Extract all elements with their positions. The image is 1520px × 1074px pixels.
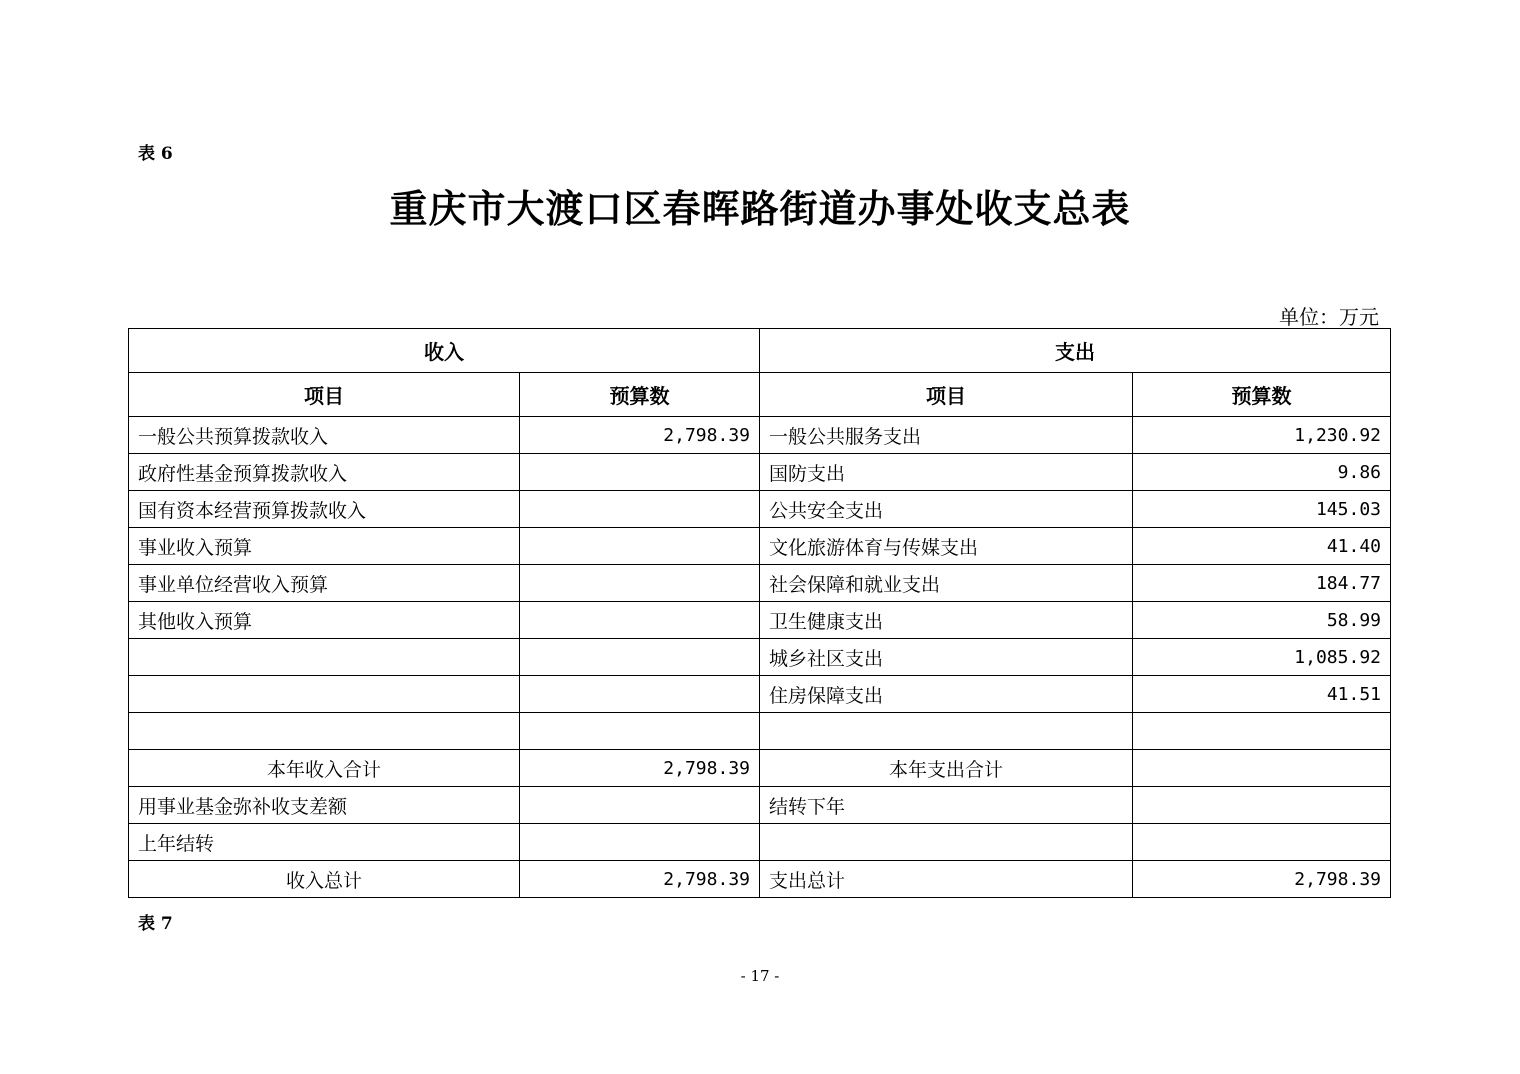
- section-header-row: [129, 329, 1391, 373]
- expense-item: 结转下年: [760, 787, 1133, 824]
- expense-total-label: 支出总计: [760, 861, 1133, 898]
- income-item: 其他收入预算: [129, 602, 520, 639]
- income-item: 政府性基金预算拨款收入: [129, 454, 520, 491]
- unit-label: 单位：万元: [1279, 305, 1379, 329]
- expense-subtotal-label: 本年支出合计: [760, 750, 1133, 787]
- expense-amount: 1,085.92: [1133, 639, 1391, 676]
- expense-item: 卫生健康支出: [760, 602, 1133, 639]
- expense-amount: 41.40: [1133, 528, 1391, 565]
- expense-item: [760, 824, 1133, 861]
- expense-amount: 41.51: [1133, 676, 1391, 713]
- subtotal-row: [129, 750, 1391, 787]
- income-amount: [520, 639, 760, 676]
- expense-section-header: 支出: [760, 329, 1391, 373]
- income-item: 上年结转: [129, 824, 520, 861]
- income-item: [129, 713, 520, 750]
- column-header-row: [129, 373, 1391, 417]
- income-amount: [520, 491, 760, 528]
- expense-amount: 184.77: [1133, 565, 1391, 602]
- income-item: 事业收入预算: [129, 528, 520, 565]
- expense-amount: [1133, 713, 1391, 750]
- table-row: [129, 602, 1391, 639]
- income-amount: [520, 528, 760, 565]
- income-budget-header: 预算数: [520, 373, 760, 417]
- table-row: [129, 491, 1391, 528]
- table-row: [129, 417, 1391, 454]
- income-total-amount: 2,798.39: [520, 861, 760, 898]
- expense-budget-header: 预算数: [1133, 373, 1391, 417]
- expense-amount: 1,230.92: [1133, 417, 1391, 454]
- expense-item-header: 项目: [760, 373, 1133, 417]
- income-section-header: 收入: [129, 329, 760, 373]
- income-item: [129, 639, 520, 676]
- expense-subtotal-amount: [1133, 750, 1391, 787]
- expense-amount: [1133, 787, 1391, 824]
- table-row: [129, 713, 1391, 750]
- income-subtotal-amount: 2,798.39: [520, 750, 760, 787]
- total-row: [129, 861, 1391, 898]
- income-item: 国有资本经营预算拨款收入: [129, 491, 520, 528]
- expense-item: 社会保障和就业支出: [760, 565, 1133, 602]
- expense-item: 城乡社区支出: [760, 639, 1133, 676]
- income-subtotal-label: 本年收入合计: [129, 750, 520, 787]
- table-row: [129, 824, 1391, 861]
- expense-item: 文化旅游体育与传媒支出: [760, 528, 1133, 565]
- table-row: [129, 787, 1391, 824]
- table-row: [129, 454, 1391, 491]
- expense-total-amount: 2,798.39: [1133, 861, 1391, 898]
- table-label: 表 6: [138, 144, 173, 164]
- expense-item: 国防支出: [760, 454, 1133, 491]
- income-amount: [520, 602, 760, 639]
- table-row: [129, 639, 1391, 676]
- income-amount: [520, 454, 760, 491]
- page-number: - 17 -: [740, 967, 780, 985]
- expense-item: 公共安全支出: [760, 491, 1133, 528]
- expense-item: 一般公共服务支出: [760, 417, 1133, 454]
- expense-amount: [1133, 824, 1391, 861]
- expense-item: [760, 713, 1133, 750]
- income-amount: [520, 565, 760, 602]
- income-item: 用事业基金弥补收支差额: [129, 787, 520, 824]
- next-table-label: 表 7: [138, 914, 173, 934]
- income-total-label: 收入总计: [129, 861, 520, 898]
- income-item: 一般公共预算拨款收入: [129, 417, 520, 454]
- income-amount: [520, 713, 760, 750]
- income-amount: [520, 824, 760, 861]
- table-row: [129, 676, 1391, 713]
- table-row: [129, 565, 1391, 602]
- income-amount: [520, 676, 760, 713]
- budget-summary-table: [128, 328, 1391, 898]
- table-row: [129, 528, 1391, 565]
- expense-item: 住房保障支出: [760, 676, 1133, 713]
- income-item-header: 项目: [129, 373, 520, 417]
- income-item: 事业单位经营收入预算: [129, 565, 520, 602]
- income-item: [129, 676, 520, 713]
- expense-amount: 145.03: [1133, 491, 1391, 528]
- income-amount: [520, 787, 760, 824]
- expense-amount: 58.99: [1133, 602, 1391, 639]
- expense-amount: 9.86: [1133, 454, 1391, 491]
- income-amount: 2,798.39: [520, 417, 760, 454]
- document-title: 重庆市大渡口区春晖路街道办事处收支总表: [389, 187, 1131, 231]
